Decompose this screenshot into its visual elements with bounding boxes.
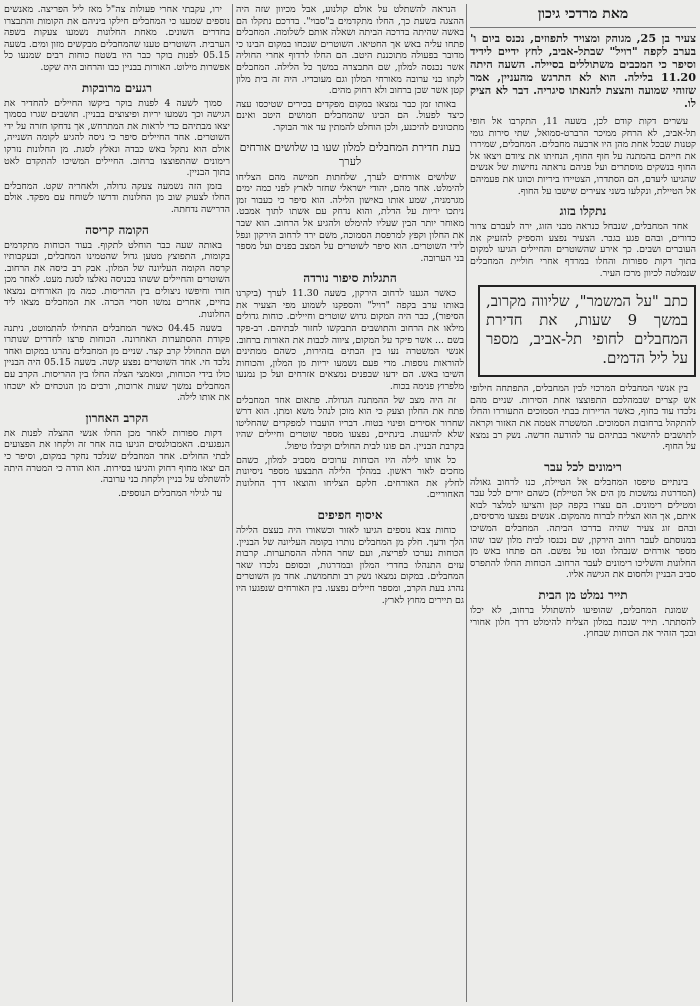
paragraph: שמונת המחבלים, שהופיעו להשתולל ברחוב, לא יכלו להסתתר. תייר שנכח במלון הצליח להימלט דרך חלון אחורי ובכך הזהיר את הכוחות שבחוץ.: [470, 605, 696, 640]
paragraph: סמוך לשעה 4 לפנות בוקר ביקשו החיילים להחדיר את הגישה וכך נשמעו יריות ופיצוצים בבניין. תושבים שגרו בסמוך יצאו מבתיהם כדי לראות את המתרחש, אך נדחקו חזרה על ידי השוטרים. אחד החיילים סיפר כי ניסה להגיע לקומה השנייה, אולם הוא נתקל באש כבדה ונאלץ לסגת. מן החלונות נזרקו רימונים שהתפוצצו ברחוב. החיילים המשיכו להתקדם לאט בתוך הבניין.: [4, 97, 230, 179]
paragraph: ירו, עקבתי אחרי פעולות צה"ל מאז ליל הפריצה. מאנשים נוספים שמענו כי המחבלים חילקו ביניהם את הקומות והתבצרו בחדרים השונים. מאחת החלונות נשמעו צעקות בשפה הערבית. השוטרים טענו שהמחבלים מבקשים מזון ומים. בשעה 05.15 לפנות בוקר כבר היו בשטח כוחות רבים שמנעו כל אפשרות מילוט. האורות בבניין כבו והרחוב היה שקט.: [4, 4, 230, 73]
pull-quote-box: [478, 285, 696, 377]
paragraph: הנראה להשתלט על אולם קולנוע, אבל מכיוון שזה היה ההצגה בשעת כך, החלו מתקדמים ב"סבוי". בדרכם נתקלו הם באשה שהיתה בדרכה הביתה ושאלה אותם לשלומה. המחבלים פתחו עליה באש אך החטיאו. השוטרים שנכחו במקום הבינו כי מדובר בפעולה מתוכננת היטב. הם החלו לרדוף אחרי החוליה אשר נכנסה למלון, שם התבצרה במשך כל הלילה. המחבלים לקחו בני ערובה מאורחי המלון וגם מעובדיו. היה זה בית מלון קטן אשר שכן ברחוב ולא רחוק מהים.: [236, 4, 464, 97]
column-rule: [232, 4, 233, 1002]
paragraph: שלושים אורחים לערך, שלחתות חמישה מהם הצליחו להימלט. אחד מהם, יהודי ישראלי שחזר לארץ לפני כמה ימים מגרמניה, שמע אותו באישון הלילה. הוא סיפר כי כעבור זמן ניתכו יריות על הדלת, והוא נדחק עם אשתו לתוך אמבט. מאוחר יותר הבין שעליו להימלט ולהגיע אל הרחוב. הוא שבר את החלון וקפץ למרפסת הסמוכה, משם ירד לרחוב הירקון ונפל לידי השוטרים. הוא סיפר לשוטרים על המצב בפנים ועל מספר בני הערובה.: [236, 171, 464, 264]
paragraph: דקות ספורות לאחר מכן החלו אנשי ההצלה לפנות את הנפגעים. האמבולנסים הגיעו בזה אחר זה ולקחו את הפצועים לבתי החולים. אחד המחבלים שנלכד נחקר במקום, וסיפר כי הם יצאו מחוף רחוק והגיעו בסירות. הוא הודה כי המטרה היתה להשתלט על בניין ולקחת בני ערובה.: [4, 427, 230, 486]
paragraph: בזמן הזה נשמעה צעקה גדולה, ולאחריה שקט. המחבלים החלו לצעוק שוב מן החלונות ודרשו לשוחח עם מפקד. אולם הדרישה נדחתה.: [4, 180, 230, 215]
byline: מאת מרדכי גיכון: [537, 6, 629, 22]
subheading: רימונים לכל עבר: [544, 459, 622, 474]
subheading: הקרב האחרון: [85, 410, 149, 425]
paragraph: אחד המחבלים, שנבחל כנראה מבני הזוג, ירה לעברם צרור כדורים, ובהם פגע בגבר. הצעיר נפצע והספיק להזעיק את העוברים ושבים. כך אירע שהשוטרים והחיילים הגיעו למקום בתוך דקות ספורות והחלו במרדף אחרי חוליית המחבלים שנמלטה לכיוון מרכז העיר.: [470, 221, 696, 279]
column-middle: [236, 4, 464, 608]
column-rule: [466, 4, 467, 1002]
divider: [470, 27, 696, 28]
column-left: [4, 4, 230, 501]
subheading: תייר נמלט מן הבית: [538, 588, 628, 603]
paragraph: כוחות צבא נוספים הגיעו לאזור וכשאורו היה בעצם הלילה הלך ודעך. חלק מן המחבלים נותרו בקומה העליונה של הבניין. הכוחות נערכו לפריצה, ועם שחר החלה ההסתערות. קרבות עזים התנהלו בחדרי המלון ובמדרגות, ובסופם נלכדו שאר המחבלים. במקום נמצאו נשק רב ותחמושת. אחד מן השוטרים נהרג בעת הקרב, ומספר חיילים נפצעו. בין האורחים שנפגעו היו גם תיירים מחוץ לארץ.: [236, 524, 464, 606]
subheading: איסוף חפיפים: [317, 507, 383, 522]
paragraph: עשרים דקות קודם לכן, בשעה 11, התקרבו אל חופי תל-אביב, לא הרחק ממיכר הרברט-סמואל, שתי סירות גומי קטנות שבכל אחת מהן היו ארבעה מחבלים. המחבלים, שמיררו את חייהם בהמתנה על חוף החוף, הנחיתו את ציודם ויצאו אל החוף בנשקים מוסתרים ועל פניהם נראתה נחישות של אנשים שהגיעו ליעדם, הם הסתדרו, הצטיידו ביריות וכוונו את פעמיהם אל הטיילת, ונקלעו בשני צעירים שישבו על החוף.: [470, 116, 696, 197]
subheading: נתקלו בזוג: [559, 204, 607, 219]
pull-quote-text: כתב "על המשמר", שליווה מקרוב, במשך 9 שעות, את חדירת המחבלים לחופי תל-אביב, מספר על ליל הדמים.: [486, 292, 688, 368]
paragraph: בין אנשי המחבלים המרכזי לבין המחבלים, התפתחה חילופי אש קצרים שבמהלכם התפוצצו אחת הסירות. שניים מהם נלכדו עוד בחוף, כאשר הדיירות בבתי הסמוכים התעוררו והחלו להתקהל ברחובות הסמוכים. המשטרה אטמה את האזור וקראה לתושבים להישאר בבתיהם עד להודעה חדשה. נשק רב נמצא על החוף.: [470, 383, 696, 453]
lead-paragraph: צעיר בן 25, מגוהק ומצויד לתפוזים, נכנס ביום ו' בערב לקפה "רויל" שבתל-אביב, לחץ ידיים לידיד וסיפר כי המכבים משתוללים בסיילה. השעה היתה 11.20 בלילה. הוא לא התרגש מהעניין, אמר שזוהי שמועה והצצת להנאתו סיגריה. דבר לא הציק לו.: [470, 31, 696, 110]
subheading: רגעים מרובקות: [81, 80, 153, 95]
paragraph: באותה שעה כבר הוחלט לתקוף. בעוד הכוחות מתקדמים בקומות, התפוצץ מטען גדול שהטמינו המחבלים, ובעקבותיו קרסה הקומה העליונה של המלון. אבק רב כיסה את הרחוב. השוטרים והחיילים ששהו בכניסה נאלצו לסגת מעט. לאחר מכן חזרו וחיפשו ניצולים בין ההריסות. כמה מן האורחים נמצאו בחיים, אחרים נמשו חסרי הכרה. את המחבלים מצאו ליד החלונות.: [4, 239, 230, 321]
column-right: [470, 4, 696, 642]
paragraph: בינתיים טיפסו המחבלים אל הטיילת, כנו לרחוב גאולה (המדרגות נמשכות מן הים אל הטיילת) כשהם יורים לכל עבר ומטילים רימונים. הם עצרו בקפה קטן והציעו למלצר לבוא איתם, אך הוא הצליח לברוח מהמקום. אנשים נפצעו מרסיסים, ובהם זוג צעיר שהיה בדרכו הביתה. המחבלים המשיכו במנוסתם לעבר רחוב הירקון, שם נכנסו לבית מלון שבו שהו מספר אורחים שנבהלו ונסו על נפשם. הם פתחו באש מן החלונות והשליכו רימונים לעבר הרחוב. הכוחות החלו להתפרס סביב הבניין ולחסום את הגישה אליו.: [470, 476, 696, 581]
paragraph: בשעה 04.45 כאשר המחבלים התחילו להתמוטט, ניתנה פקודת ההסתערות האחרונה. הכוחות פרצו לחדרים שנותרו ושם התחולל קרב קצר. שניים מן המחבלים נהרגו במקום ואחד נלכד חי. אחד השוטרים נפצע קשה. בשעה 05.15 היה הבניין כולו בידי הכוחות, ומאמצי הצלה החלו בין ההריסות. הקרב עם המחבלים נמשך שעות ארוכות, ורבים מן הנוכחים לא ישכחו את אותו לילה.: [4, 322, 230, 404]
paragraph: עד לגילוי המחבלים הנוספים.: [117, 487, 222, 499]
subheading: בעת חדירת המחבלים למלון שעו בו שלושים אורחים לערך: [239, 140, 461, 168]
paragraph: זה היה מצב של ההמתנה הגדולה. פתאום אחד המחבלים פתח את החלון וצעק כי הוא מוכן לנהל משא ומתן. הוא דרש שחרור אסירים ופינוי בטוח. דבריו הועברו למפקדים שהחליטו שלא להיענות. בינתיים, נפצעו מספר שוטרים וחיילים שהיו בקרבת הבניין. הם פונו לבית החולים וקיבלו טיפול.: [236, 394, 464, 452]
paragraph: באותו זמן כבר נמצאו במקום מפקדים בכירים שטיכסו עצה כיצד לפעול. הם הבינו שהמחבלים חמושים היטב ואינם מתכוונים להיכנע, ולכן הוחלט להמתין עד אור הבוקר.: [236, 98, 464, 133]
subheading: הקומה קריסה: [85, 222, 149, 237]
subheading: התגלות סיפור נורדה: [303, 271, 397, 286]
paragraph: כל אותו לילה היו הכוחות ערוכים מסביב למלון, כשהם מחכים לאור ראשון. במהלך הלילה התבצעו מספר ניסיונות לחלץ את האורחים. חלקם הצליחו והוצאו דרך החלונות האחוריים.: [236, 454, 464, 501]
paragraph: כאשר הגענו לרחוב הירקון, בשעה 11.30 לערך (ביקרנו באותו ערב בקפה "רויל" והספקנו לשמוע מפי הצעיר את הסיפור), כבר היה המקום גדוש שוטרים וחיילים. כוחות גדולים מילאו את הרחוב והתושבים התבקשו לחזור לבתיהם. רב-פקד בשם ... אשר פיקד על המקום, ציווה לכבות את האורות ברחוב. אנשי המשטרה נעו בין הבתים בזהירות, כשהם ממתינים להוראות נוספות. מדי פעם נשמעו יריות מן המלון, והכוחות השיבו באש. הם ידעו שבפנים נמצאים אזרחים ועל כן נמנעו מלפרוץ פנימה בכוח.: [236, 288, 464, 393]
